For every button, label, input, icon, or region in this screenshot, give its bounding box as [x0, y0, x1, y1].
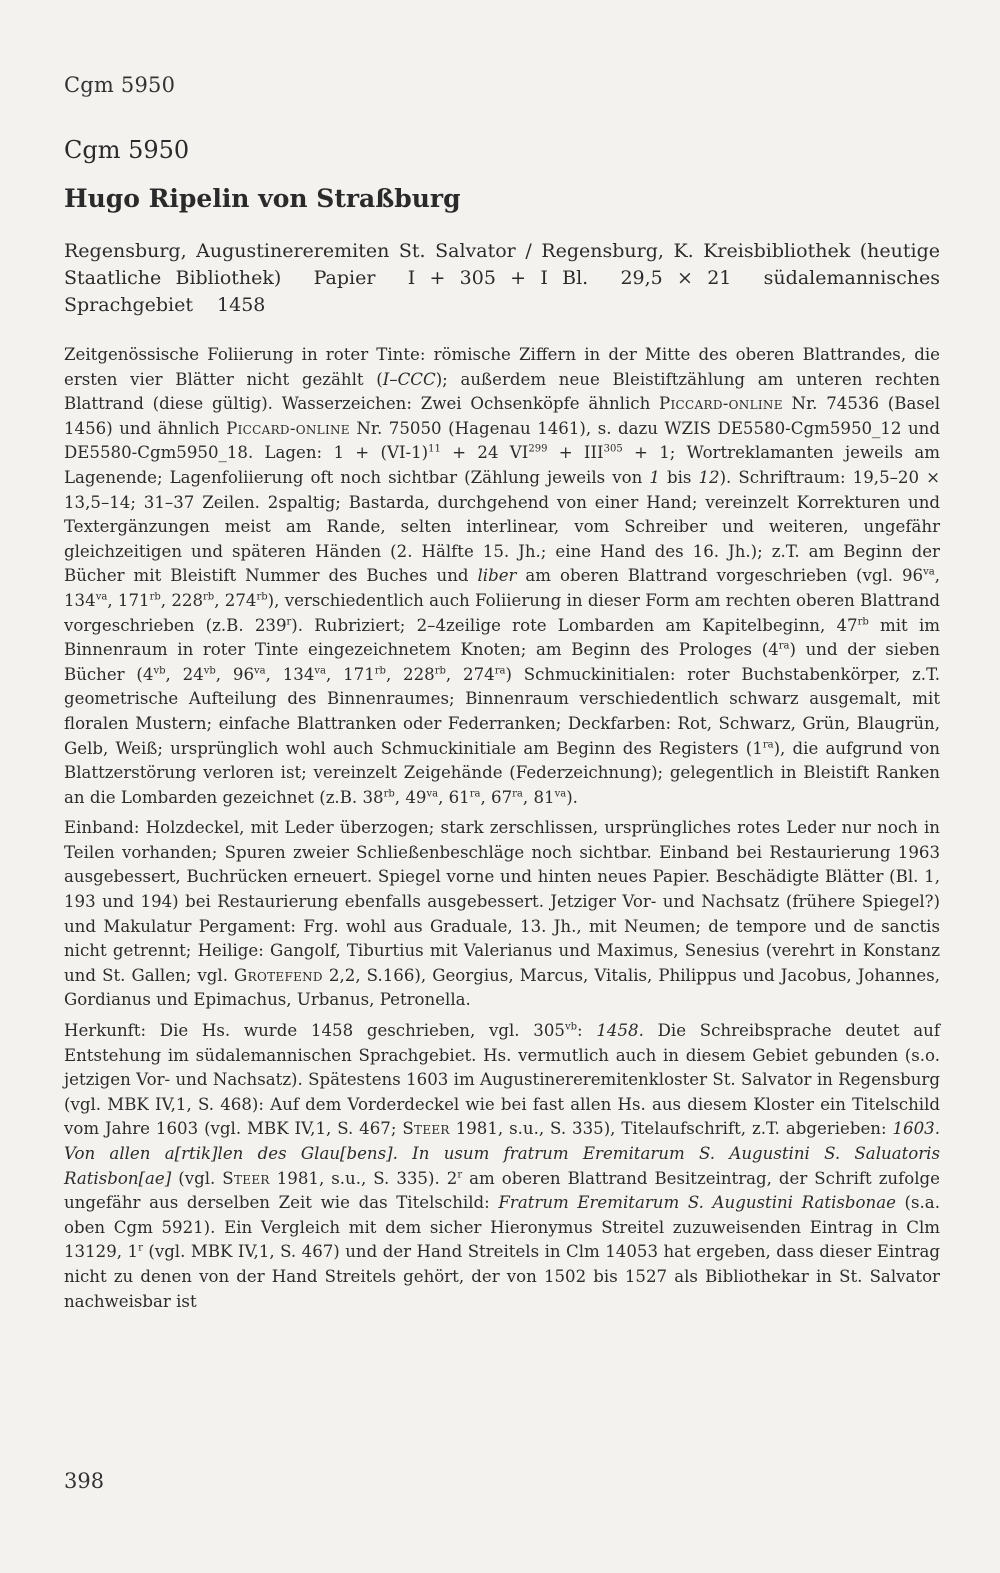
entry-title: Hugo Ripelin von Straßburg	[64, 184, 461, 213]
provenance: Regensburg, Augustinereremiten St. Salvator / Regensburg, K. Kreisbibliothek (heutige Staatliche Bibliothek)	[64, 240, 940, 289]
paragraph-provenance: Herkunft: Die Hs. wurde 1458 geschrieben, vgl. $305^{vb}$: 1458. Die Schreibsprache deutet auf Entstehung im südalemannischen Sprachgebiet. Hs. vermutlich auch in diesem Gebiet gebunden (s.o. jetzigen Vor- und Nachsatz). Spätestens 1603 im Augustinereremitenkloster St. Salvator in Regensburg (vgl. MBK IV,1, S. 468): Auf dem Vorderdeckel wie bei fast allen Hs. aus diesem Kloster ein Titelschild vom Jahre 1603 (vgl. MBK IV,1, S. 467; Steer 1981, s.u., S. 335), Titelaufschrift, z.T. abgerieben: 1603. Von allen a[rtik]len des Glau[bens]. In usum fratrum Eremitarum S. Augustini S. Saluatoris Ratisbon[ae] (vgl. Steer 1981, s.u., S. 335). 2$^r$ am oberen Blattrand Besitzeintrag, der Schrift zufolge ungefähr aus derselben Zeit wie das Titelschild: Fratrum Eremitarum S. Augustini Ratisbonae (s.a. oben Cgm 5921). Ein Vergleich mit dem sicher Hieronymus Streitel zuzuweisenden Eintrag in Clm 13129, 1$^r$ (vgl. MBK IV,1, S. 467) und der Hand Streitels in Clm 14053 hat ergeben, dass dieser Eintrag nicht zu denen von der Hand Streitels gehört, der von 1502 bis 1527 als Bibliothekar in St. Salvator nachweisbar ist	[64, 1021, 941, 1311]
language-area: südalemannisches Sprachgebiet	[64, 267, 940, 316]
page-number: 398	[64, 1469, 105, 1493]
paragraph-binding: Einband: Holzdeckel, mit Leder überzogen; stark zerschlissen, ursprüngliches rotes Leder nur noch in Teilen vorhanden; Spuren zweier Schließenbeschläge noch sichtbar. Einband bei Restaurierung 1963 ausgebessert, Buchrücken erneuert. Spiegel vorne und hinten neues Papier. Beschädigte Blätter (Bl. 1, 193 und 194) bei Restaurierung ebenfalls ausgebessert. Jetziger Vor- und Nachsatz (frühere Spiegel?) und Makulatur Pergament: Frg. wohl aus Graduale, 13. Jh., mit Neumen; de tempore und de sanctis nicht getrennt; Heilige: Gangolf, Tiburtius mit Valerianus und Maximus, Senesius (verehrt in Konstanz und St. Gallen; vgl. Grotefend 2,2, S.166), Georgius, Marcus, Vitalis, Philippus und Jacobus, Johannes, Gordianus und Epimachus, Urbanus, Petronella.	[64, 818, 940, 1010]
entry-metadata	[64, 238, 940, 319]
shelfmark: Cgm 5950	[64, 136, 190, 164]
extent: I + 305 + I Bl.	[407, 267, 589, 289]
year: 1458	[217, 294, 266, 316]
running-head: Cgm 5950	[64, 73, 176, 97]
entry-body	[64, 343, 940, 1320]
material: Papier	[313, 267, 376, 289]
paragraph-codicology: Zeitgenössische Foliierung in roter Tinte: römische Ziffern in der Mitte des oberen Blattrandes, die ersten vier Blätter nicht gezählt (I–CCC); außerdem neue Bleistiftzählung am unteren rechten Blattrand (diese gültig). Wasserzeichen: Zwei Ochsenköpfe ähnlich Piccard-online Nr. 74536 (Basel 1456) und ähnlich Piccard-online Nr. 75050 (Hagenau 1461), s. dazu WZIS DE5580-Cgm5950_12 und DE5580-Cgm5950_18. Lagen: $1 + (VI-1)^{11} + 24$ $VI^{299} + III^{305} + 1$; Wortreklamanten jeweils am Lagenende; Lagenfoliierung oft noch sichtbar (Zählung jeweils von 1 bis 12). Schriftraum: 19,5–20 × 13,5–14; 31–37 Zeilen. 2spaltig; Bastarda, durchgehend von einer Hand; vereinzelt Korrekturen und Textergänzungen meist am Rande, selten interlinear, vom Schreiber und weiteren, ungefähr gleichzeitigen und späteren Händen (2. Hälfte 15. Jh.; eine Hand des 16. Jh.); z.T. am Beginn der Bücher mit Bleistift Nummer des Buches und liber am oberen Blattrand vorgeschrieben (vgl. $96^{va}$, $134^{va}$, $171^{rb}$, $228^{rb}$, $274^{rb}$), verschiedentlich auch Foliierung in dieser Form am rechten oberen Blattrand vorgeschrieben (z.B. 239$^r$). Rubriziert; 2–4zeilige rote Lombarden am Kapitelbeginn, $47^{rb}$ mit im Binnenraum in roter Tinte eingezeichnetem Knoten; am Beginn des Prologes $(4^{ra})$ und der sieben Bücher ($4^{vb}$, $24^{vb}$, $96^{va}$, $134^{va}$, $171^{rb}$, $228^{rb}$, $274^{ra}$) Schmuckinitialen: roter Buchstabenkörper, z.T. geometrische Aufteilung des Binnenraumes; Binnenraum verschiedentlich schwarz ausgemalt, mit floralen Mustern; einfache Blattranken oder Federranken; Deckfarben: Rot, Schwarz, Grün, Blaugrün, Gelb, Weiß; ursprünglich wohl auch Schmuckinitiale am Beginn des Registers $(1^{ra})$, die aufgrund von Blattzerstörung verloren ist; vereinzelt Zeigehände (Federzeichnung); gelegentlich in Bleistift Ranken an die Lombarden gezeichnet (z.B. $38^{rb}$, $49^{va}$, $61^{ra}$, $67^{ra}$, $81^{va}$).	[64, 345, 941, 807]
dimensions: 29,5 × 21	[620, 267, 732, 289]
